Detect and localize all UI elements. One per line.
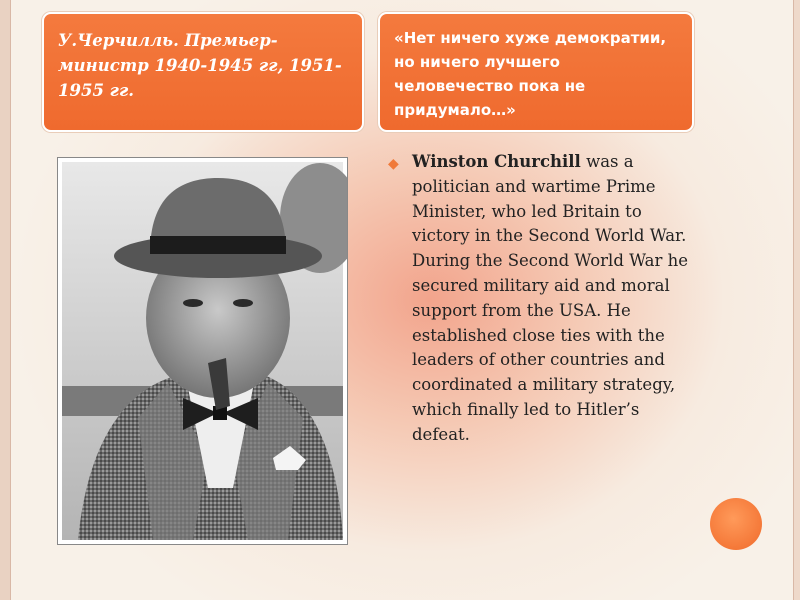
portrait-caption: У.Черчилль. Премьер-министр 1940-1945 гг, 1951-1955 гг. (42, 12, 364, 132)
biography-name: Winston Churchill (412, 152, 581, 171)
right-edge-line (793, 0, 794, 600)
decorative-orange-circle (710, 498, 762, 550)
quote-caption: «Нет ничего хуже демократии, но ничего лучшего человечество пока не придумало…» (378, 12, 694, 132)
biography-body: was a politician and wartime Prime Minister, who led Britain to victory in the Second World War. During the Second World War he secured military aid and moral support from the USA. He established close ties with the leaders of other countries and coordinated a military strategy, which finally led to Hitler’s defeat. (412, 152, 689, 444)
orange-diamond-bullet-icon: ◆ (388, 156, 399, 172)
biography-paragraph (388, 150, 698, 448)
churchill-portrait-photo (57, 157, 348, 545)
left-edge-line (10, 0, 11, 600)
biography-text (412, 150, 698, 448)
